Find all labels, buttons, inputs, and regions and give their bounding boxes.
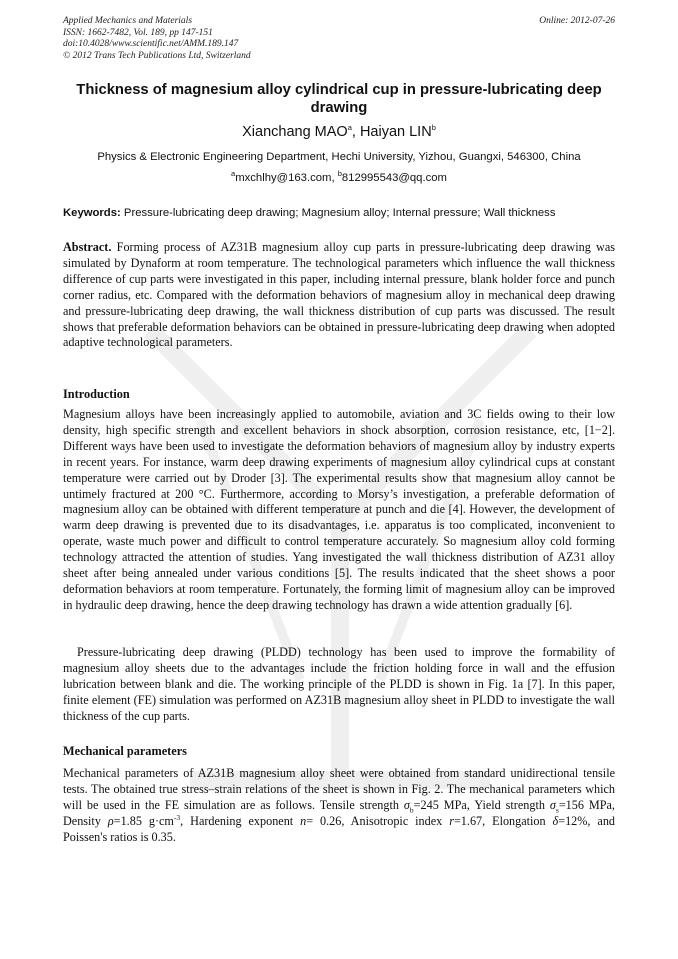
- journal-name: Applied Mechanics and Materials: [63, 16, 193, 26]
- mech-text-3: =156 MPa, Density: [63, 797, 615, 828]
- copyright: © 2012 Trans Tech Publications Ltd, Switzerland: [63, 50, 251, 61]
- email-a[interactable]: mxchlhy@163.com: [235, 172, 332, 184]
- sigma-symbol: σ: [549, 797, 556, 812]
- affiliation: Physics & Electronic Engineering Department, Hechi University, Yizhou, Guangxi, 546300, China: [97, 151, 581, 163]
- doi: doi:10.4028/www.scientific.net/AMM.189.147: [63, 39, 239, 49]
- author-2-mark: b: [431, 123, 436, 133]
- sub-b: b: [409, 805, 414, 815]
- email-a-mark: a: [231, 169, 236, 179]
- abstract: [63, 240, 615, 351]
- author-1-mark: a: [347, 123, 352, 133]
- sigma-symbol: σ: [403, 797, 410, 812]
- journal-info: [63, 16, 251, 62]
- mechanical-paragraph: [63, 766, 615, 846]
- introduction-paragraph-2: Pressure-lubricating deep drawing (PLDD) technology has been used to improve the formability of magnesium alloy sheets due to the advantages include the friction holding force in wall and the effusion lubrication between blank and die. The working principle of the PLDD is shown in Fig. 1a [7]. In this paper, finite element (FE) simulation was performed on AZ31B magnesium alloy sheet in PLDD to investigate the wall thickness of the cup parts.: [63, 645, 615, 723]
- mech-text-4: =1.85 g·cm: [113, 813, 174, 828]
- mechanical-heading: Mechanical parameters: [63, 744, 187, 758]
- issn-volume: ISSN: 1662-7482, Vol. 189, pp 147-151: [63, 27, 213, 38]
- delta-symbol: δ: [552, 813, 559, 828]
- r-symbol: r: [449, 813, 454, 828]
- mech-text-7: =1.67, Elongation: [453, 813, 553, 828]
- author-1: Xianchang MAO: [242, 124, 348, 140]
- abstract-label: Abstract.: [63, 240, 112, 254]
- mech-text-2: =245 MPa, Yield strength: [413, 797, 550, 812]
- keywords: [63, 207, 615, 219]
- emails: [63, 169, 615, 184]
- exponent: -3: [173, 812, 181, 822]
- author-2: Haiyan LIN: [359, 124, 432, 140]
- author-separator: ,: [351, 124, 360, 140]
- email-separator: ,: [331, 172, 338, 184]
- authors: [63, 124, 615, 140]
- n-symbol: n: [300, 813, 307, 828]
- email-b-mark: b: [337, 169, 342, 179]
- introduction-heading: Introduction: [63, 387, 130, 401]
- keywords-label: Keywords:: [63, 207, 121, 219]
- mech-text-6: = 0.26, Anisotropic index: [306, 813, 450, 828]
- online-date: Online: 2012-07-26: [539, 16, 615, 26]
- mech-text-5: , Hardening exponent: [180, 813, 301, 828]
- email-b[interactable]: 812995543@qq.com: [341, 172, 447, 184]
- abstract-text: Forming process of AZ31B magnesium alloy cup parts in pressure-lubricating deep drawing was simulated by Dynaform at room temperature. The technological parameters which influence the wall thickness difference of cup parts were investigated in this paper, including internal pressure, blank holder force and punch corner radius, etc. Compared with the deformation behaviors of magnesium alloy in mechanical deep drawing and pressure-lubricating deep drawing, the wall thickness distribution of cup parts was discussed. The result shows that preferable deformation behaviors can be obtained in pressure-lubricating deep drawing when adopted adaptive technological parameters.: [63, 240, 615, 350]
- rho-symbol: ρ: [107, 813, 114, 828]
- paper-title: Thickness of magnesium alloy cylindrical cup in pressure-lubricating deep drawing: [76, 82, 602, 116]
- introduction-paragraph-1: Magnesium alloys have been increasingly applied to automobile, aviation and 3C fields owing to their low density, high specific strength and excellent behaviors in shock absorption, corrosion resistance, etc, [1−2]. Different ways have been used to investigate the deformation behaviors of magnesium alloy by industry experts in recent years. For instance, warm deep drawing experiments of magnesium alloy cylindrical cups at constant temperature were carried out by Droder [3]. The experimental results show that magnesium alloy cannot be untimely fractured at 200 °C. Furthermore, according to Morsy’s investigation, a preferable deformation of magnesium alloy can be obtained with different temperature at punch and die [4]. However, the development of warm deep drawing is prevented due to its disadvantages, i.e. apparatus is too complicated, inconvenient to operate, waste much power and difficult to control temperature accurately. So magnesium alloy cold forming technology attracted the attention of studies. Yang investigated the wall thickness distribution of AZ31 alloy sheet after being annealed under various conditions [5]. The results indicated that the sheet shows a poor deformation behaviors at room temperature. Fortunately, the forming limit of magnesium alloy can be improved in hydraulic deep drawing, hence the deep drawing technology has drawn a wide attention gradually [6].: [63, 407, 615, 612]
- mech-text-1: Mechanical parameters of AZ31B magnesium alloy sheet were obtained from standard unidirectional tensile tests. The obtained true stress–strain relations of the sheet is shown in Fig. 2. The mechanical parameters which will be used in the FE simulation are as follows. Tensile strength: [63, 766, 615, 812]
- sub-s: s: [555, 805, 559, 815]
- mech-text-8: =12%, and Poissen's ratios is 0.35.: [63, 813, 616, 844]
- keywords-text: Pressure-lubricating deep drawing; Magnesium alloy; Internal pressure; Wall thickness: [120, 207, 556, 219]
